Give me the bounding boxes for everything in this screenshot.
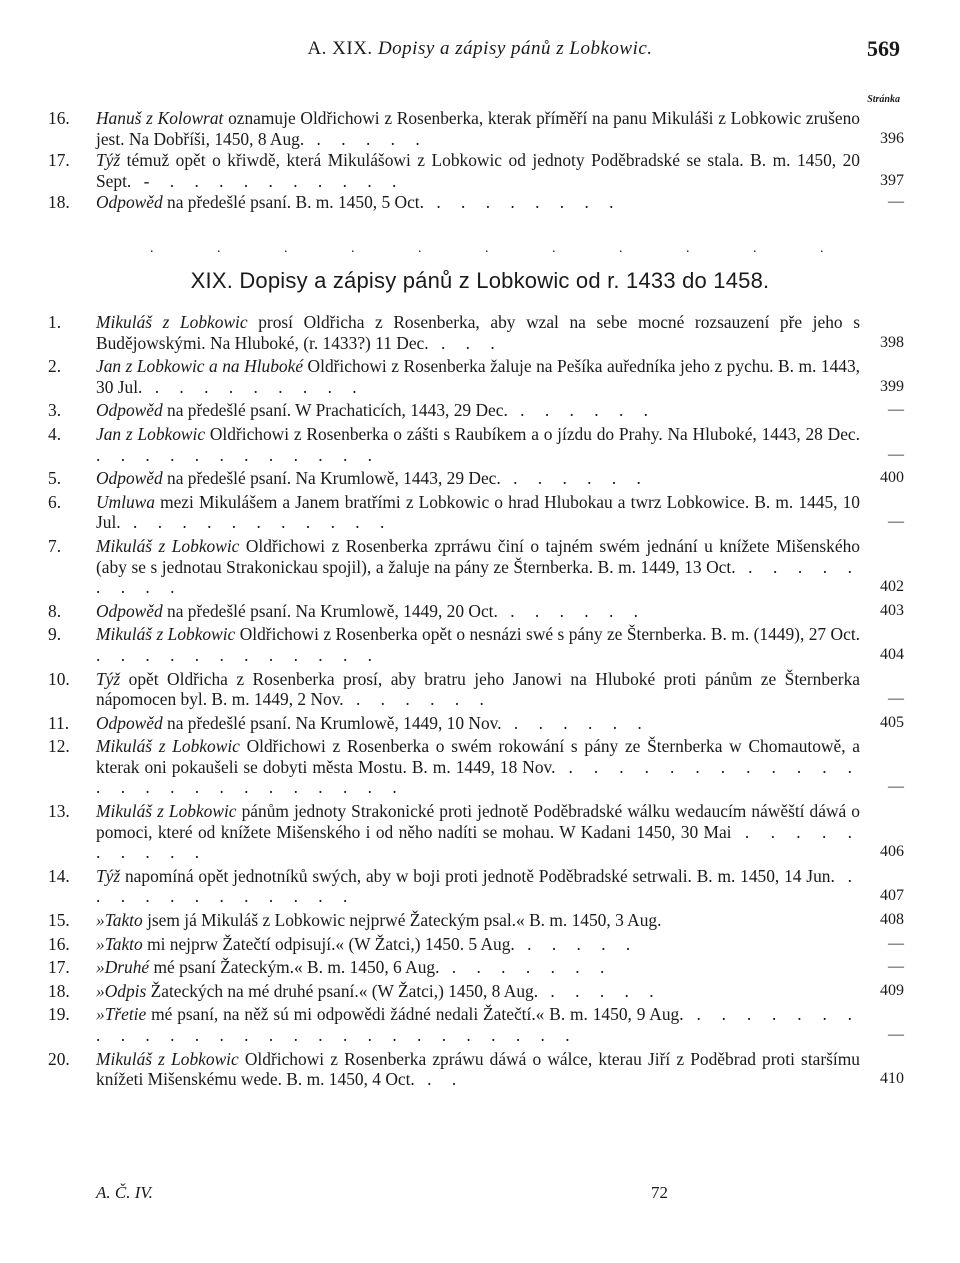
entry-text (96, 150, 860, 191)
entry-lead: Týž (96, 865, 121, 886)
list-item (48, 910, 904, 931)
entry-number: 7. (48, 535, 62, 556)
entry-body: Oldřichowi z Rosenberka žaluje na Pešíka auředníka jeho z pychu. B. m. 1443, 30 Jul. (96, 356, 860, 397)
list-item (48, 934, 904, 955)
list-item (48, 356, 904, 397)
entry-page-ref: — (888, 193, 904, 211)
entry-leader-dots: . . (414, 1069, 465, 1090)
entry-text (96, 312, 860, 353)
entry-number: 18. (48, 980, 70, 1001)
entry-body: pánům jednoty Strakonické proti jednotě Poděbradské wálku wedaucím náwěští dáwá o pomoci, které od knížete Mišenského i od něho nadíti se mohau. W Kadani 1450, 30 Mai (96, 801, 860, 842)
footer-sheet-number: 72 (651, 1183, 668, 1202)
list-item (48, 312, 904, 353)
list-item (48, 736, 904, 798)
entry-page-ref: 407 (880, 887, 904, 905)
entry-page-ref: 396 (880, 129, 904, 147)
list-item (48, 1049, 904, 1090)
entry-text (96, 356, 860, 397)
entry-text (96, 910, 860, 931)
entry-text (96, 866, 860, 907)
entry-page-ref: 403 (880, 601, 904, 619)
entry-text (96, 601, 860, 622)
entry-text (96, 192, 860, 213)
entry-number: 12. (48, 736, 70, 757)
entry-number: 1. (48, 312, 62, 332)
entry-lead: Mikuláš z Lobkowic (96, 1048, 239, 1069)
entry-leader-dots: . . . . . (514, 933, 639, 954)
entry-lead: Mikuláš z Lobkowic (96, 736, 240, 757)
entry-body: na předešlé psaní. Na Krumlowě, 1449, 10 Nov. (162, 712, 502, 733)
entry-leader-dots: . . . . . . . . . . . . (96, 865, 860, 907)
entry-number: 8. (48, 600, 62, 621)
entry-text (96, 957, 860, 978)
entry-page-ref: — (888, 1026, 904, 1043)
list-item (48, 468, 904, 489)
list-item (48, 192, 904, 213)
entry-leader-dots: . . . . . . (500, 468, 649, 489)
entry-number: 20. (48, 1048, 70, 1069)
entry-page-ref: — (888, 513, 904, 531)
entry-lead: Jan z Lobkowic (96, 423, 206, 444)
entry-lead: Mikuláš z Lobkowic (96, 535, 240, 556)
entry-body: Oldřichowi z Rosenberka zprráwu činí o tajném swém jednání u knížete Mišenského (aby se s jednotau Strakonickau spojil), a žaluje na pány ze Šternberka. B. m. 1449, 13 Oct. (96, 535, 860, 577)
entry-lead: »Druhé (96, 957, 150, 978)
list-item (48, 492, 904, 533)
list-item (48, 601, 904, 622)
entry-lead: Jan z Lobkowic a na Hluboké (96, 356, 304, 377)
entry-lead: »Takto (96, 933, 143, 954)
entry-lead: Týž (96, 150, 121, 171)
entry-body: mé psaní, na něž sú mi odpowědi žádné nedali Žatečtí.« B. m. 1450, 9 Aug. (146, 1004, 684, 1025)
entry-body: na předešlé psaní. W Prachaticích, 1443, 29 Dec. (162, 400, 508, 421)
entry-number: 11. (48, 712, 70, 733)
entry-text (96, 713, 860, 734)
entry-page-ref: — (888, 958, 904, 976)
entry-number: 2. (48, 356, 62, 377)
entry-number: 16. (48, 933, 70, 954)
entry-leader-dots: . . . . . . . . . . . . (96, 644, 380, 665)
entry-body: Oldřichowi z Rosenberka o zášti s Raubíkem a o jízdu do Prahy. Na Hluboké, 1443, 28 Dec. (205, 423, 860, 444)
page-footer (96, 1183, 900, 1209)
entry-leader-dots: - . . . . . . . . . . (131, 170, 405, 191)
entry-number: 6. (48, 491, 62, 512)
list-item (48, 957, 904, 978)
entry-body: mi nejprw Žatečtí odpisují.« (W Žatci,) 1450. 5 Aug. (142, 933, 515, 954)
entry-lead: Mikuláš z Lobkowic (96, 801, 237, 822)
entries-main-list (48, 312, 904, 1093)
list-item (48, 624, 904, 665)
entry-text (96, 624, 860, 665)
list-item (48, 866, 904, 907)
entry-lead: Odpowěd (96, 400, 163, 421)
entry-number: 14. (48, 865, 70, 886)
entry-page-ref: 405 (880, 713, 904, 731)
list-item (48, 1004, 904, 1045)
entry-leader-dots: . . . (428, 332, 503, 353)
entry-number: 19. (48, 1004, 70, 1025)
entry-page-ref: — (888, 934, 904, 952)
entry-body: Oldřichowi z Rosenberka o swém rokowání s pány ze Šternberka w Chomautowě, a kterak oni pokaušeli se dobyti města Mostu. B. m. 1449, 18 Nov. (96, 736, 860, 777)
entry-leader-dots: . . . . . . . . . . . . (96, 444, 380, 465)
entry-page-ref: 402 (880, 578, 904, 596)
entry-body: jsem já Mikuláš z Lobkowic nejprwé Žateckým psal.« B. m. 1450, 3 Aug. (142, 910, 662, 931)
entry-number: 3. (48, 400, 62, 421)
header-title-line (60, 38, 900, 60)
entry-page-ref: — (888, 445, 904, 463)
page-number: 569 (867, 36, 900, 61)
entry-leader-dots: . . . . . . . . . (142, 376, 365, 397)
entry-text (96, 981, 860, 1002)
entry-lead: Mikuláš z Lobkowic (96, 624, 236, 645)
entry-number: 10. (48, 668, 70, 689)
entry-page-ref: — (888, 401, 904, 419)
entry-text (96, 934, 860, 955)
entry-body: na předešlé psaní. Na Krumlowě, 1449, 20 Oct. (162, 600, 498, 621)
entry-lead: »Takto (96, 910, 143, 931)
entry-text (96, 536, 860, 598)
entry-lead: Umluwa (96, 491, 155, 512)
entry-lead: »Odpis (96, 980, 147, 1001)
entry-body: prosí Oldřicha z Rosenberka, aby wzal na sebe mocné rozsauzení pře jeho s Budějowskými. Na Hluboké, (r. 1433?) 11 Dec. (96, 312, 860, 353)
entry-leader-dots: . . . . . . . . . . (96, 821, 861, 863)
separator-dots: . . . . . . . . . . . (150, 241, 854, 256)
entry-text (96, 400, 860, 421)
entry-body: napomíná opět jednotníků swých, aby w boji proti jednotě Poděbradské setrwali. B. m. 1450, 14 Jun. (120, 865, 835, 886)
entry-text (96, 801, 860, 863)
entry-text (96, 468, 860, 489)
entry-page-ref: 397 (880, 171, 904, 189)
entry-text (96, 736, 860, 798)
entry-number: 15. (48, 910, 70, 931)
entry-leader-dots: . . . . . (538, 980, 662, 1001)
entry-text (96, 108, 860, 149)
entry-number: 17. (48, 150, 70, 171)
entry-text (96, 1004, 860, 1045)
list-item (48, 400, 904, 421)
entries-top-list (48, 108, 904, 214)
entry-leader-dots: . . . . . . . . . . . . . . . . . . . . . . . . . . . (96, 1004, 860, 1045)
entry-leader-dots: . . . . . . (507, 400, 656, 421)
entry-page-ref: 400 (880, 469, 904, 487)
page-column-label: Stránka (867, 94, 900, 105)
entry-body: Oldřichowi z Rosenberka opět o nesnázi swé s pány ze Šternberka. B. m. (1449), 27 Oct. (235, 624, 860, 645)
entry-body: na předešlé psaní. Na Krumlowě, 1443, 29 Dec. (162, 468, 501, 489)
entry-body: Oldřichowi z Rosenberka zpráwu dáwá o wálce, kterau Jiří z Poděbrad proti staršímu knížeti Mišenskému wede. B. m. 1450, 4 Oct. (96, 1048, 860, 1090)
entry-page-ref: 399 (880, 377, 904, 395)
entry-leader-dots: . . . . . . . (439, 957, 613, 978)
entry-body: oznamuje Oldřichowi z Rosenberka, kterak příměří na panu Mikuláši z Lobkowic zrušeno jest. Na Dobříši, 1450, 8 Aug. (96, 108, 860, 149)
entry-number: 9. (48, 624, 62, 645)
entry-page-ref: 410 (880, 1070, 904, 1088)
entry-body: témuž opět o křiwdě, která Mikulášowi z Lobkowic od jednoty Poděbradské se stala. B. m. 1450, 20 Sept. (96, 150, 860, 191)
entry-text (96, 424, 860, 465)
entry-leader-dots: . . . . . . . . . . . (120, 512, 393, 533)
entry-text (96, 669, 860, 710)
entry-leader-dots: . . . . . . (497, 600, 647, 621)
list-item (48, 536, 904, 598)
header-section: A. XIX. (307, 38, 373, 59)
entry-text (96, 492, 860, 533)
entry-leader-dots: . . . . . . . . (423, 192, 622, 213)
list-item (48, 713, 904, 734)
entry-number: 18. (48, 192, 70, 213)
entry-lead: Týž (96, 668, 121, 689)
entry-page-ref: 409 (880, 981, 904, 999)
entry-body: Žateckých na mé druhé psaní.« (W Žatci,) 1450, 8 Aug. (146, 980, 539, 1001)
entry-page-ref: — (888, 690, 904, 708)
entry-lead: Odpowěd (96, 192, 163, 213)
entry-leader-dots: . . . . . . (343, 689, 492, 710)
entry-page-ref: 404 (880, 645, 904, 663)
entry-lead: Odpowěd (96, 468, 163, 489)
entry-leader-dots: . . . . . . . . . (96, 556, 860, 598)
entry-body: mé psaní Žateckým.« B. m. 1450, 6 Aug. (149, 957, 440, 978)
entry-lead: Mikuláš z Lobkowic (96, 312, 248, 332)
entry-number: 13. (48, 801, 70, 822)
entry-page-ref: 408 (880, 911, 904, 929)
entry-body: opět Oldřicha z Rosenberka prosí, aby bratru jeho Janowi na Hluboké proti pánům ze Šternberka nápomocen byl. B. m. 1449, 2 Nov. (96, 668, 860, 710)
list-item (48, 424, 904, 465)
list-item (48, 669, 904, 710)
entry-lead: Hanuš z Kolowrat (96, 108, 224, 128)
entry-lead: »Třetie (96, 1004, 147, 1025)
section-title: XIX. Dopisy a zápisy pánů z Lobkowic od r. 1433 do 1458. (190, 268, 770, 293)
entry-page-ref: — (888, 778, 904, 796)
header-title: Dopisy a zápisy pánů z Lobkowic. (377, 38, 653, 59)
entry-number: 4. (48, 423, 62, 444)
entry-number: 16. (48, 108, 70, 128)
list-item (48, 801, 904, 863)
list-item (48, 108, 904, 149)
list-item (48, 981, 904, 1002)
entry-body: mezi Mikulášem a Janem bratřími z Lobkowic o hrad Hlubokau a twrz Lobkowice. B. m. 1445, 10 Jul. (96, 491, 860, 533)
entry-page-ref: 406 (880, 843, 904, 861)
entry-leader-dots: . . . . . (304, 128, 428, 149)
entry-body: na předešlé psaní. B. m. 1450, 5 Oct. (162, 192, 424, 213)
entry-number: 17. (48, 957, 70, 978)
entry-page-ref: 398 (880, 333, 904, 351)
list-item (48, 150, 904, 191)
entry-leader-dots: . . . . . . . . . . . . . . . . . . . . . . . . . (96, 756, 861, 798)
entry-number: 5. (48, 468, 62, 489)
running-header (60, 38, 900, 74)
footer-signature (96, 1183, 153, 1203)
entry-lead: Odpowěd (96, 712, 163, 733)
footer-signature-text: A. Č. IV. (96, 1183, 153, 1202)
entry-text (96, 1049, 860, 1090)
entry-lead: Odpowěd (96, 600, 163, 621)
entry-leader-dots: . . . . . . (501, 712, 650, 733)
